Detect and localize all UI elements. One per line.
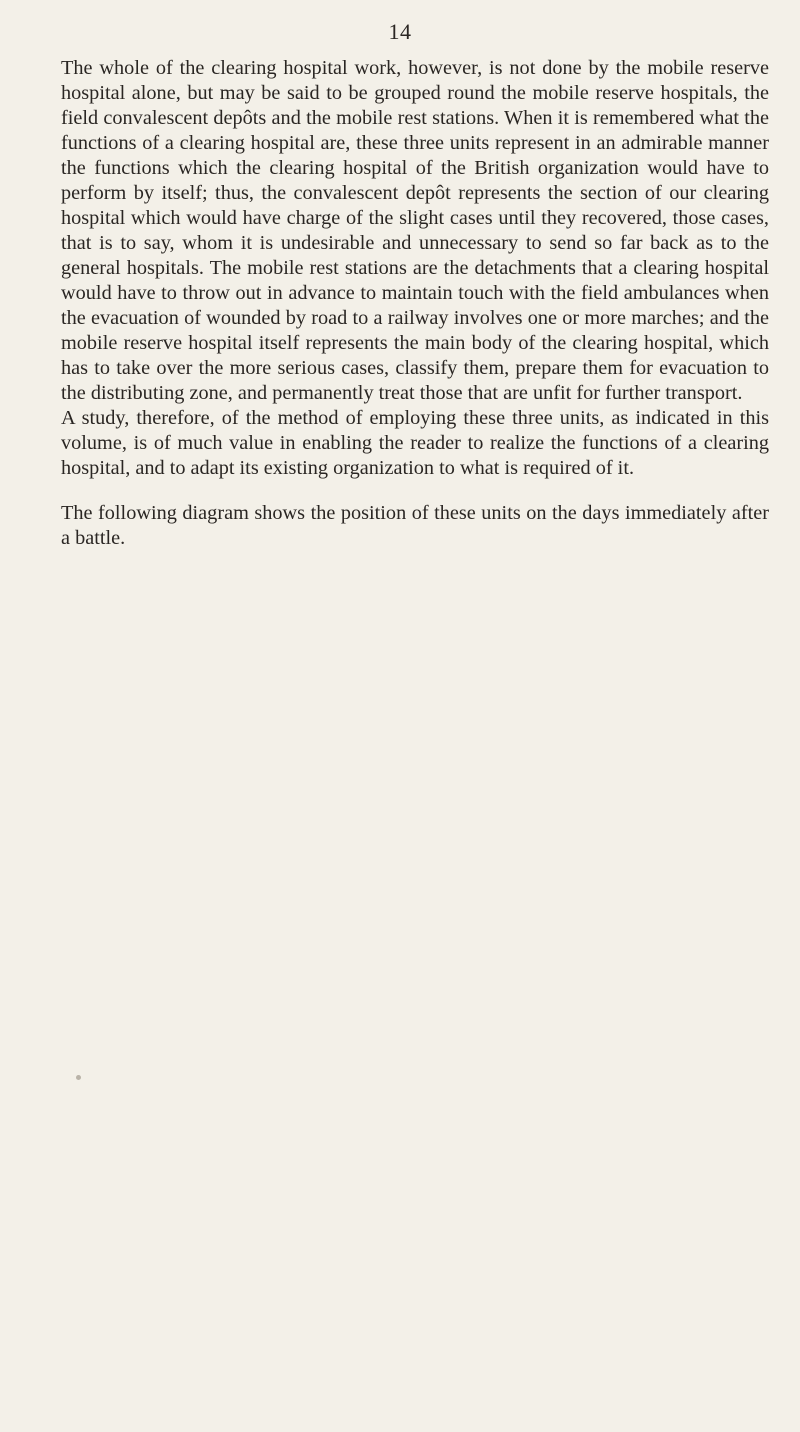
paper-speck xyxy=(76,1075,81,1080)
paragraph-following-diagram: The following diagram shows the position of these units on the days immediately after a battle. xyxy=(61,502,769,549)
paragraph-study-value: A study, therefore, of the method of employing these three units, as indicated in this volume, is of much value in enabling the reader to realize the functions of a clearing hospital, and to adapt its existing organization to what is required of it. xyxy=(61,407,769,479)
paragraph-clearing-hospital-work: The whole of the clearing hospital work, however, is not done by the mobile reserve hospital alone, but may be said to be grouped round the mobile reserve hospitals, the field convalescent depôts and the mobile rest stations. When it is remembered what the functions of a clearing hospital are, these three units represent in an admirable manner the functions which the clearing hospital of the British organization would have to perform by itself; thus, the convalescent depôt represents the section of our clearing hospital which would have charge of the slight cases until they recovered, those cases, that is to say, whom it is undesirable and unnecessary to send so far back as to the general hospitals. The mobile rest stations are the detachments that a clearing hospital would have to throw out in advance to maintain touch with the field ambulances when the evacuation of wounded by road to a railway involves one or more marches; and the mobile reserve hospital itself represents the main body of the clearing hospital, which has to take over the more serious cases, classify them, prepare them for evacuation to the distributing zone, and permanently treat those that are unfit for further transport. xyxy=(61,57,769,404)
body-text xyxy=(61,56,769,551)
page-number: 14 xyxy=(388,19,412,44)
